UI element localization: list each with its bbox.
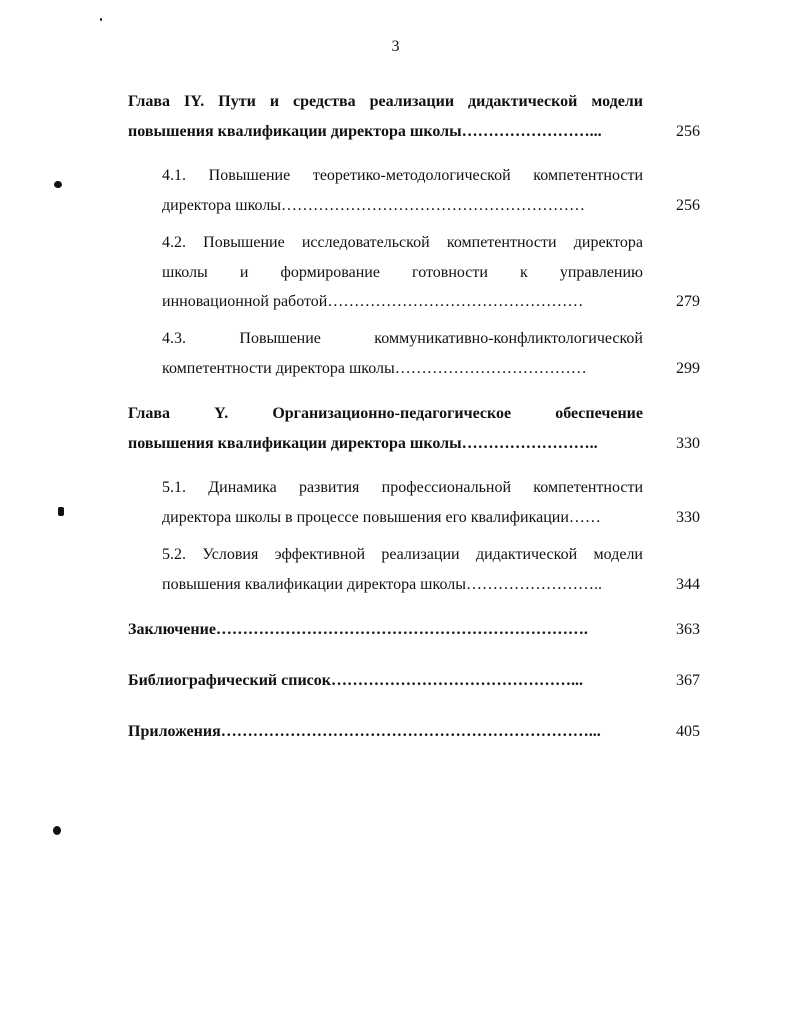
page-number: 3 bbox=[391, 38, 400, 55]
toc-section-5-2-line1: 5.2. Условия эффективной реализации дидактической модели bbox=[162, 546, 643, 563]
toc-section-4-1-page: 256 bbox=[676, 197, 700, 214]
toc-bibliography-page: 367 bbox=[676, 672, 700, 689]
toc-section-5-1-page: 330 bbox=[676, 509, 700, 526]
toc-section-5-1-line2: директора школы в процессе повышения его квалификации…… bbox=[162, 509, 601, 526]
toc-conclusion-page: 363 bbox=[676, 621, 700, 638]
toc-section-5-1-line1: 5.1. Динамика развития профессиональной компетентности bbox=[162, 479, 643, 496]
scan-speck-2 bbox=[58, 507, 64, 516]
toc-conclusion: Заключение……………………………………………………………. bbox=[128, 621, 588, 638]
toc-appendices: Приложения……………………………………………………………... bbox=[128, 723, 601, 740]
toc-section-4-1-line1: 4.1. Повышение теоретико-методологической компетентности bbox=[162, 167, 643, 184]
toc-chapter-5-title-line2: повышения квалификации директора школы…………………….. bbox=[128, 435, 598, 452]
toc-chapter-5-page: 330 bbox=[676, 435, 700, 452]
toc-bibliography: Библиографический список………………………………………... bbox=[128, 672, 583, 689]
toc-section-4-3-line2: компетентности директора школы……………………………… bbox=[162, 360, 587, 377]
toc-appendices-page: 405 bbox=[676, 723, 700, 740]
toc-section-4-3-line1: 4.3. Повышение коммуникативно-конфликтологической bbox=[162, 330, 643, 347]
toc-section-4-2-line1: 4.2. Повышение исследовательской компетентности директора bbox=[162, 234, 643, 251]
scan-speck-1 bbox=[54, 181, 62, 188]
toc-section-5-2-line2: повышения квалификации директора школы…………………….. bbox=[162, 576, 602, 593]
scan-speck-4 bbox=[100, 18, 102, 21]
scan-speck-3 bbox=[53, 826, 61, 835]
toc-chapter-4-title-line1: Глава IY. Пути и средства реализации дидактической модели bbox=[128, 93, 643, 110]
toc-section-5-2-page: 344 bbox=[676, 576, 700, 593]
toc-section-4-1-line2: директора школы………………………………………………… bbox=[162, 197, 586, 214]
toc-section-4-2-line2: школы и формирование готовности к управлению bbox=[162, 264, 643, 281]
toc-chapter-4-title-line2: повышения квалификации директора школы……………………... bbox=[128, 123, 602, 140]
toc-section-4-2-page: 279 bbox=[676, 293, 700, 310]
toc-section-4-2-line3: инновационной работой………………………………………… bbox=[162, 293, 584, 310]
toc-chapter-4-page: 256 bbox=[676, 123, 700, 140]
toc-chapter-5-title-line1: Глава Y. Организационно-педагогическое обеспечение bbox=[128, 405, 643, 422]
toc-section-4-3-page: 299 bbox=[676, 360, 700, 377]
